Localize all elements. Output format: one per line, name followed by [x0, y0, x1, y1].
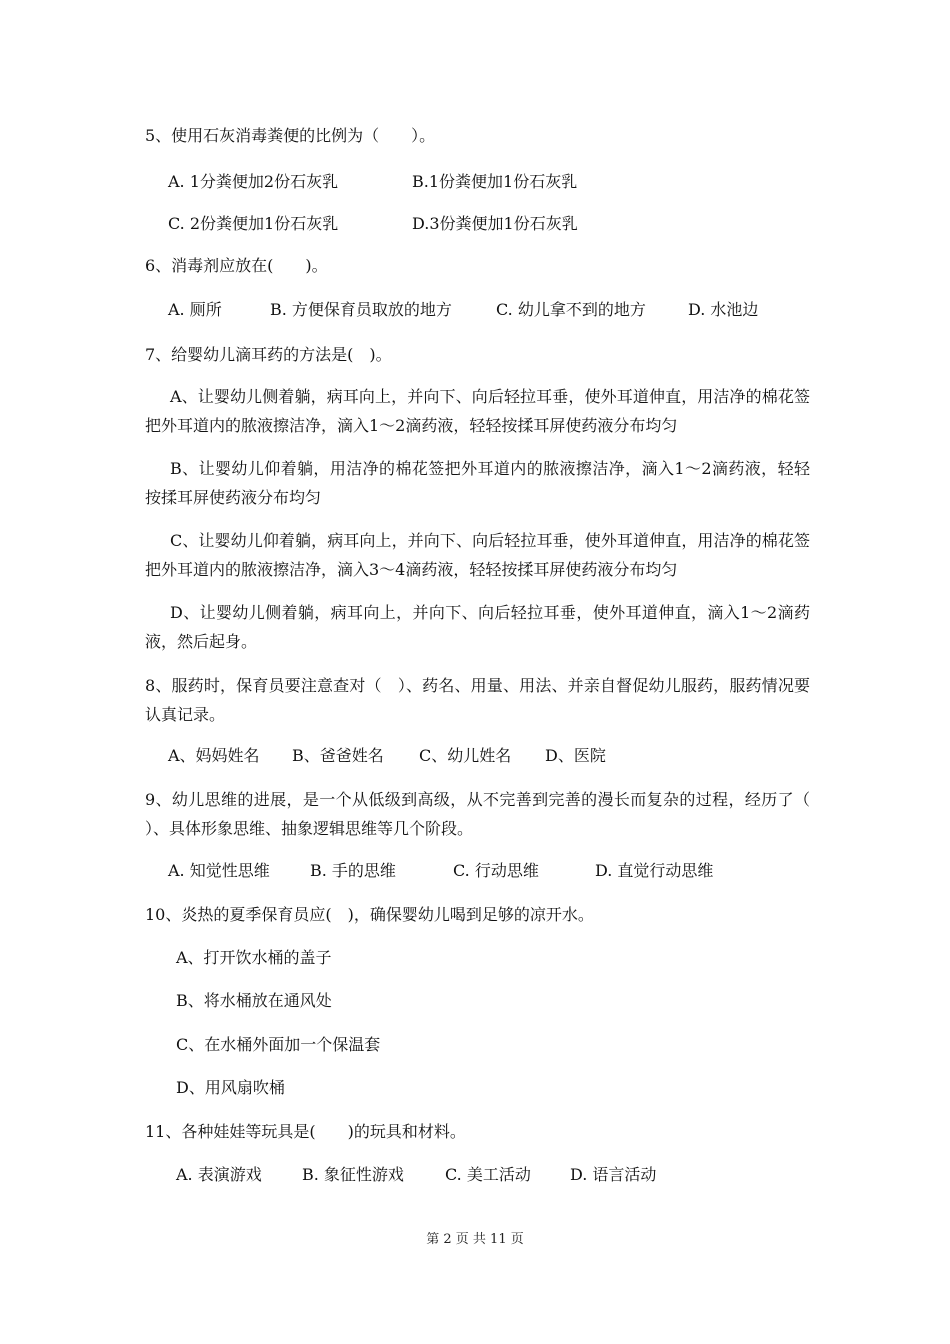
question-8-option-b: B、爸爸姓名 — [292, 746, 384, 765]
question-6-option-b: B. 方便保育员取放的地方 — [270, 300, 452, 319]
question-9-stem: 9、幼儿思维的进展，是一个从低级到高级，从不完善到完善的漫长而复杂的过程，经历了（ ）、具体形象思维、抽象逻辑思维等几个阶段。 — [145, 790, 843, 838]
question-5-option-b: B.1份粪便加1份石灰乳 — [412, 172, 578, 191]
question-5-option-c: C. 2份粪便加1份石灰乳 — [168, 214, 339, 233]
question-6-option-d: D. 水池边 — [688, 300, 759, 319]
question-5-option-a: A. 1分粪便加2份石灰乳 — [168, 172, 339, 191]
question-7-stem: 7、给婴幼儿滴耳药的方法是( )。 — [145, 345, 392, 364]
question-10-option-c: C、在水桶外面加一个保温套 — [176, 1035, 381, 1054]
page-number-footer: 第 2 页 共 11 页 — [426, 1232, 524, 1247]
question-8-stem: 8、服药时，保育员要注意查对（ ）、药名、用量、用法、并亲自督促幼儿服药，服药情况要认真记录。 — [145, 676, 810, 724]
question-7-option-d: D、让婴幼儿侧着躺，病耳向上，并向下、向后轻拉耳垂，使外耳道伸直，滴入1～2滴药液，然后起身。 — [145, 603, 810, 651]
question-7-option-a: A、让婴幼儿侧着躺，病耳向上，并向下、向后轻拉耳垂，使外耳道伸直，用洁净的棉花签把外耳道内的脓液擦洁净，滴入1～2滴药液，轻轻按揉耳屏使药液分布均匀 — [145, 387, 810, 435]
question-8-option-d: D、医院 — [545, 746, 606, 765]
question-9-option-c: C. 行动思维 — [453, 861, 539, 880]
question-10-option-b: B、将水桶放在通风处 — [176, 991, 332, 1010]
question-5-stem: 5、使用石灰消毒粪便的比例为（ ）。 — [145, 126, 436, 145]
question-11-option-a: A. 表演游戏 — [176, 1165, 262, 1184]
question-11-stem: 11、各种娃娃等玩具是( )的玩具和材料。 — [145, 1122, 466, 1141]
question-10-option-a: A、打开饮水桶的盖子 — [176, 948, 332, 967]
question-9-option-a: A. 知觉性思维 — [168, 861, 270, 880]
question-6-stem: 6、消毒剂应放在( )。 — [145, 256, 328, 275]
question-11-option-b: B. 象征性游戏 — [302, 1165, 404, 1184]
question-10-option-d: D、用风扇吹桶 — [176, 1078, 285, 1097]
question-10-stem: 10、炎热的夏季保育员应( )，确保婴幼儿喝到足够的凉开水。 — [145, 905, 594, 924]
question-11-option-c: C. 美工活动 — [445, 1165, 531, 1184]
question-8-option-a: A、妈妈姓名 — [168, 746, 260, 765]
question-8-option-c: C、幼儿姓名 — [419, 746, 512, 765]
question-6-option-a: A. 厕所 — [168, 300, 222, 319]
question-7-option-c: C、让婴幼儿仰着躺，病耳向上，并向下、向后轻拉耳垂，使外耳道伸直，用洁净的棉花签把外耳道内的脓液擦洁净，滴入3～4滴药液，轻轻按揉耳屏使药液分布均匀 — [145, 531, 810, 579]
question-9-option-b: B. 手的思维 — [310, 861, 396, 880]
question-9-option-d: D. 直觉行动思维 — [595, 861, 714, 880]
question-11-option-d: D. 语言活动 — [570, 1165, 657, 1184]
question-6-option-c: C. 幼儿拿不到的地方 — [496, 300, 646, 319]
question-7-option-b: B、让婴幼儿仰着躺，用洁净的棉花签把外耳道内的脓液擦洁净，滴入1～2滴药液，轻轻按揉耳屏使药液分布均匀 — [145, 459, 810, 507]
question-5-option-d: D.3份粪便加1份石灰乳 — [412, 214, 578, 233]
